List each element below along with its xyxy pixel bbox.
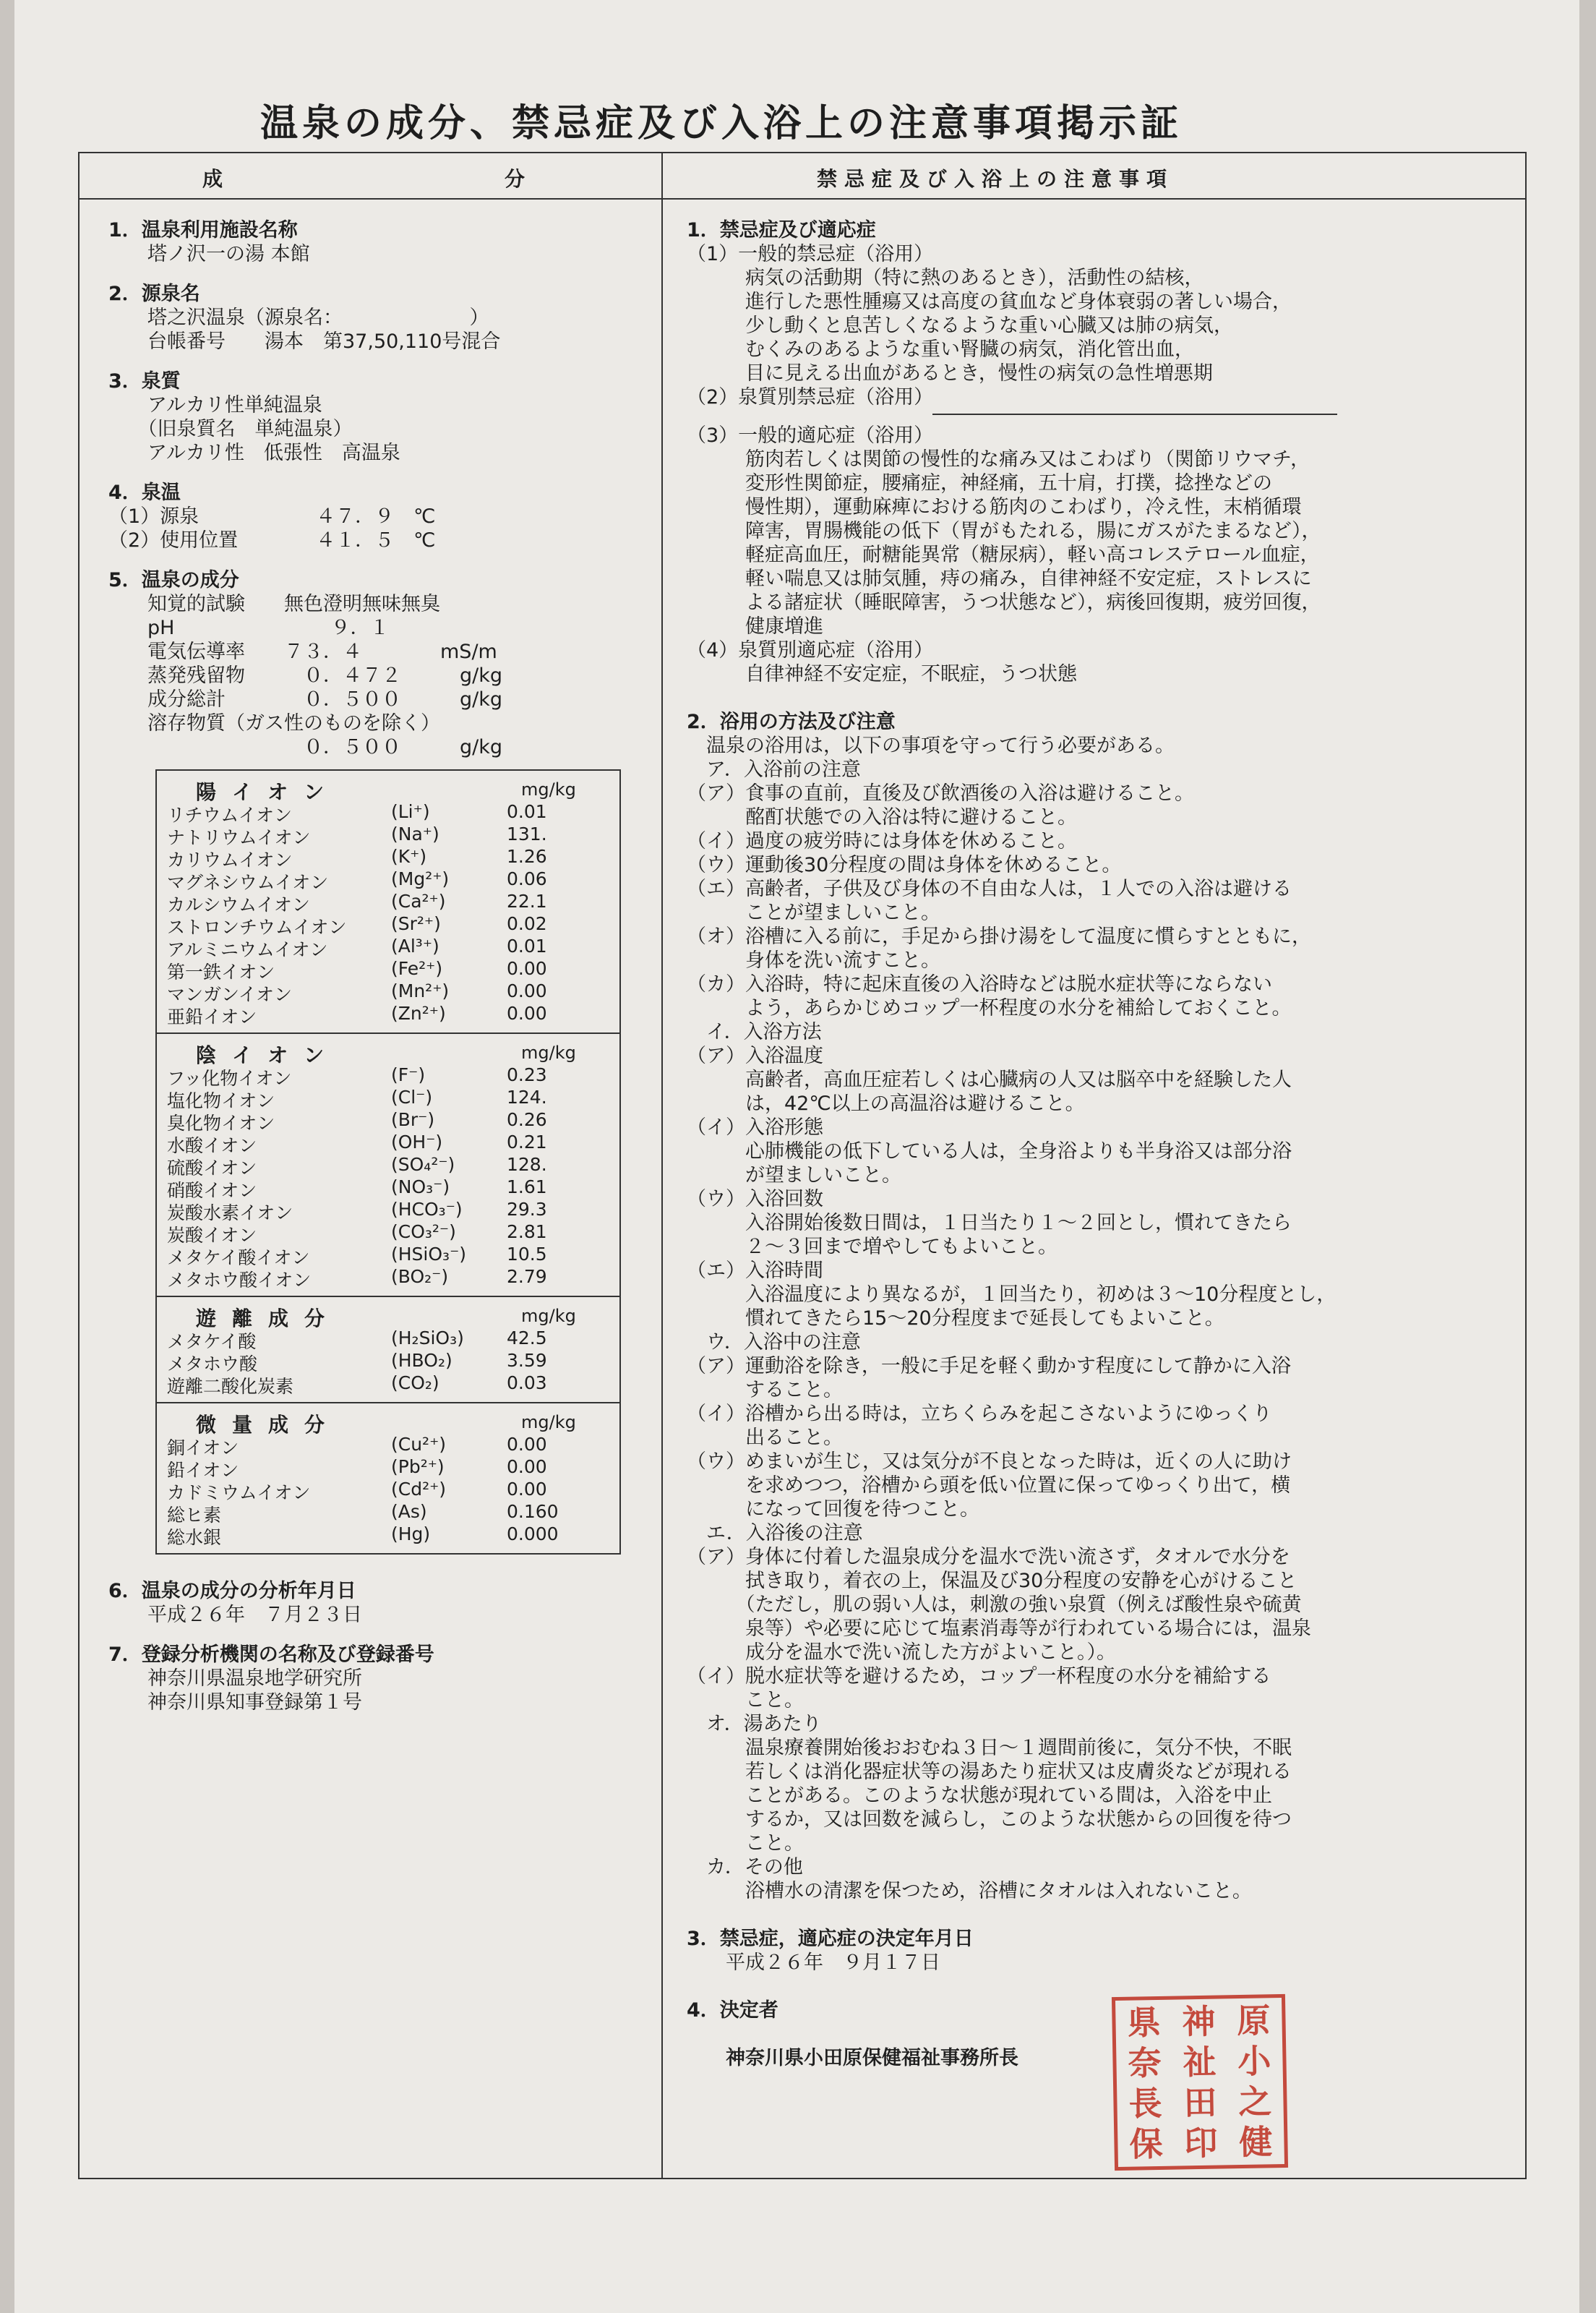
ion-formula: (SO₄²⁻) <box>391 1154 455 1175</box>
precaution-line: （エ）高齢者，子供及び身体の不自由な人は，１人での入浴は避ける <box>687 878 1292 900</box>
ion-row <box>167 1064 609 1087</box>
ion-formula: (K⁺) <box>391 846 427 867</box>
precaution-line: 筋肉若しくは関節の慢性的な痛み又はこわばり（関節リウマチ， <box>687 448 1310 471</box>
seal-char: 保 <box>1129 2124 1164 2164</box>
ion-value: 0.01 <box>507 936 547 957</box>
ion-name: リチウムイオン <box>167 805 293 826</box>
precaution-line: こと。 <box>687 1832 804 1855</box>
ion-value: 0.06 <box>507 868 547 889</box>
precaution-line: 1．禁忌症及び適応症 <box>687 219 876 241</box>
seal-char: 田 <box>1183 2082 1217 2123</box>
precaution-line: （オ）浴槽に入る前に，手足から掛け湯をして温度に慣らすとともに， <box>687 925 1311 948</box>
ion-formula: (Al³⁺) <box>391 936 439 957</box>
ion-name: メタケイ酸 <box>167 1331 257 1352</box>
precaution-line: （イ）浴槽から出る時は，立ちくらみを起こさないようにゆっくり <box>687 1403 1272 1425</box>
lab-heading: 7．登録分析機関の名称及び登録番号 <box>108 1643 434 1666</box>
ledger-number: 台帳番号 湯本 第37,50,110号混合 <box>108 330 501 353</box>
precaution-line: 慢性期），運動麻痺における筋肉のこわばり，冷え性，末梢循環 <box>687 496 1302 518</box>
precaution-line: 平成２６年 ９月１７日 <box>687 1951 940 1974</box>
ion-row <box>167 891 609 913</box>
ion-formula: (H₂SiO₃) <box>391 1327 464 1348</box>
ion-row <box>167 1456 609 1479</box>
ion-formula: (Li⁺) <box>391 801 430 822</box>
ion-row <box>167 1479 609 1501</box>
ion-value: 1.61 <box>507 1176 547 1197</box>
precaution-line: 進行した悪性腫瘍又は高度の貧血など身体衰弱の著しい場合， <box>687 291 1292 313</box>
anion-unit: mg/kg <box>521 1043 576 1063</box>
trace-section <box>157 1403 619 1553</box>
precaution-line: 酩酊状態での入浴は特に避けること。 <box>687 806 1077 829</box>
facility-heading: 1．温泉利用施設名称 <box>108 219 298 241</box>
precaution-line <box>687 1975 1511 1998</box>
precaution-line: （イ）過度の疲労時には身体を休めること。 <box>687 830 1077 852</box>
ion-name: メタホウ酸 <box>167 1354 258 1374</box>
ion-formula: (Mg²⁺) <box>391 868 450 889</box>
precaution-line: オ．湯あたり <box>687 1713 822 1735</box>
seal-char: 県 <box>1127 2002 1162 2043</box>
ion-value: 0.01 <box>507 801 547 822</box>
precaution-line: 成分を温水で洗い流した方がよいこと。）。 <box>687 1641 1116 1664</box>
precaution-line: 拭き取り，着衣の上，保温及び30分程度の安静を心がけること <box>687 1570 1297 1592</box>
ion-table <box>155 769 621 1555</box>
ion-value: 22.1 <box>507 891 547 912</box>
header-components: 成 分 <box>202 167 533 191</box>
official-seal <box>1112 1994 1288 2171</box>
ion-name: ストロンチウムイオン <box>167 917 347 938</box>
seal-char: 祉 <box>1183 2042 1217 2082</box>
precaution-line: 出ること。 <box>687 1427 843 1449</box>
anion-section <box>157 1034 619 1297</box>
analysis-date-heading: 6．温泉の成分の分析年月日 <box>108 1580 356 1602</box>
notice-sheet <box>14 0 1579 2313</box>
free-title: 遊離成分 <box>196 1307 341 1330</box>
page-title: 温泉の成分、禁忌症及び入浴上の注意事項掲示証 <box>260 102 1183 145</box>
ion-value: 2.79 <box>507 1266 547 1287</box>
ion-name: カルシウムイオン <box>167 894 310 915</box>
precaution-line: 変形性関節症，腰痛症，神経痛，五十肩，打撲，捻挫などの <box>687 472 1272 495</box>
precaution-line: よる諸症状（睡眠障害，うつ状態など），病後回復期，疲労回復， <box>687 591 1321 614</box>
ion-value: 128. <box>507 1154 547 1175</box>
precaution-line: が望ましいこと。 <box>687 1164 901 1187</box>
cation-section <box>157 771 619 1034</box>
precaution-line: 慣れてきたら15～20分程度まで延長してもよいこと。 <box>687 1307 1224 1330</box>
conductivity: 電気伝導率 ７３．４ mS/m <box>108 641 497 663</box>
ion-name: 水酸イオン <box>167 1135 257 1156</box>
seal-char: 奈 <box>1128 2043 1162 2083</box>
precaution-line: 泉等）や必要に応じて塩素消毒等が行われている場合には，温泉 <box>687 1617 1311 1640</box>
precaution-line: 2．浴用の方法及び注意 <box>687 711 896 733</box>
ion-formula: (As) <box>391 1501 427 1522</box>
seal-char: 印 <box>1183 2123 1218 2163</box>
precaution-line: （3）一般的適応症（浴用） <box>687 424 934 447</box>
seal-char: 健 <box>1238 2122 1273 2163</box>
precaution-line: 軽い喘息又は肺気腫，痔の痛み，自律神経不安定症，ストレスに <box>687 568 1312 590</box>
ion-formula: (CO₂) <box>391 1372 439 1393</box>
ion-formula: (Na⁺) <box>391 824 439 845</box>
ion-formula: (CO₃²⁻) <box>391 1221 456 1242</box>
precaution-line <box>687 1903 1511 1927</box>
sensory-test: 知覚的試験 無色澄明無味無臭 <box>108 593 440 615</box>
ion-value: 0.23 <box>507 1064 547 1085</box>
anion-title: 陰イオン <box>196 1043 340 1067</box>
precaution-line: よう，あらかじめコップ一杯程度の水分を補給しておくこと。 <box>687 997 1292 1019</box>
ion-row <box>167 1327 609 1350</box>
precaution-line: （エ）入浴時間 <box>687 1260 823 1282</box>
precaution-line: （カ）入浴時，特に起床直後の入浴時などは脱水症状等にならない <box>687 973 1272 996</box>
ion-value: 0.21 <box>507 1132 547 1153</box>
facility-name: 塔ノ沢一の湯 本館 <box>108 243 310 265</box>
ion-formula: (Ca²⁺) <box>391 891 446 912</box>
ion-formula: (HCO₃⁻) <box>391 1199 463 1220</box>
ion-value: 0.00 <box>507 1456 547 1477</box>
ion-formula: (Br⁻) <box>391 1109 435 1130</box>
precaution-line: ことが望ましいこと。 <box>687 902 940 924</box>
ion-formula: (Cd²⁺) <box>391 1479 447 1500</box>
spring-type: アルカリ性単純温泉 <box>108 394 322 416</box>
precaution-line: 入浴開始後数日間は，１日当たり１～２回とし，慣れてきたら <box>687 1212 1292 1234</box>
cation-title: 陽イオン <box>196 780 340 804</box>
precaution-line: （ただし，肌の弱い人は，刺激の強い泉質（例えば酸性泉や硫黄 <box>687 1594 1302 1616</box>
ion-value: 0.00 <box>507 1003 547 1024</box>
ion-name: メタケイ酸イオン <box>167 1247 310 1268</box>
old-spring-type: （旧泉質名 単純温泉） <box>108 418 353 440</box>
precaution-line <box>687 2022 1511 2046</box>
free-unit: mg/kg <box>521 1306 576 1326</box>
ion-value: 10.5 <box>507 1244 547 1265</box>
ion-formula: (NO₃⁻) <box>391 1176 450 1197</box>
ion-name: 塩化物イオン <box>167 1090 275 1111</box>
ion-value: 131. <box>507 824 547 845</box>
ion-value: 1.26 <box>507 846 547 867</box>
precaution-line: （イ）入浴形態 <box>687 1116 823 1139</box>
ion-row <box>167 980 609 1003</box>
precaution-line: カ．その他 <box>687 1856 803 1878</box>
ion-formula: (Cu²⁺) <box>391 1434 447 1455</box>
temperature-heading: 4．泉温 <box>108 482 181 504</box>
trace-unit: mg/kg <box>521 1412 576 1432</box>
precaution-line: になって回復を待つこと。 <box>687 1498 979 1521</box>
column-divider <box>661 153 663 2178</box>
ion-value: 0.02 <box>507 913 547 934</box>
source-name: 塔之沢温泉（源泉名： ） <box>108 307 489 329</box>
ion-formula: (Hg) <box>391 1523 431 1544</box>
ion-value: 124. <box>507 1087 547 1108</box>
ion-formula: (BO₂⁻) <box>391 1266 449 1287</box>
ion-name: マグネシウムイオン <box>167 872 329 893</box>
precaution-line: 温泉療養開始後おおむね３日～１週間前後に，気分不快，不眠 <box>687 1737 1292 1759</box>
ion-formula: (F⁻) <box>391 1064 426 1085</box>
precaution-line: 高齢者，高血圧症若しくは心臓病の人又は脳卒中を経験した人 <box>687 1069 1292 1091</box>
ion-name: 亜鉛イオン <box>167 1006 257 1027</box>
ion-row <box>167 1266 609 1291</box>
ion-row <box>167 1501 609 1526</box>
ion-value: 42.5 <box>507 1327 547 1348</box>
precaution-line: （ア）身体に付着した温泉成分を温水で洗い流さず，タオルで水分を <box>687 1546 1290 1568</box>
precaution-line: 3．禁忌症，適応症の決定年月日 <box>687 1928 974 1950</box>
seal-char: 原 <box>1236 2001 1271 2041</box>
ion-row <box>167 1372 609 1395</box>
ion-value: 0.00 <box>507 1479 547 1500</box>
ion-name: ナトリウムイオン <box>167 827 311 848</box>
precaution-line: 少し動くと息苦しくなるような重い心臓又は肺の病気， <box>687 315 1233 337</box>
precaution-line: （ウ）運動後30分程度の間は身体を休めること。 <box>687 854 1122 876</box>
section-rule <box>932 414 1337 415</box>
precaution-line: 自律神経不安定症，不眠症，うつ状態 <box>687 663 1077 685</box>
ion-name: 遊離二酸化炭素 <box>167 1376 294 1397</box>
precaution-line: ウ．入浴中の注意 <box>687 1331 861 1354</box>
evaporation-residue: 蒸発残留物 ０．４７２ g/kg <box>108 664 503 687</box>
ion-name: 炭酸水素イオン <box>167 1202 293 1223</box>
ion-formula: (Zn²⁺) <box>391 1003 446 1024</box>
ion-value: 0.00 <box>507 1434 547 1455</box>
ion-row <box>167 1523 609 1546</box>
ion-row <box>167 1003 609 1025</box>
precaution-line: こと。 <box>687 1689 804 1711</box>
ion-value: 0.00 <box>507 980 547 1001</box>
precaution-line: 温泉の浴用は，以下の事項を守って行う必要がある。 <box>687 735 1175 757</box>
ion-formula: (Cl⁻) <box>391 1087 433 1108</box>
ion-name: カドミウムイオン <box>167 1482 311 1503</box>
precaution-line: 目に見える出血があるとき，慢性の病気の急性増悪期 <box>687 362 1213 385</box>
ion-row <box>167 1199 609 1221</box>
header-precautions: 禁忌症及び入浴上の注意事項 <box>817 167 1175 191</box>
ion-row <box>167 1434 609 1456</box>
precaution-line: （ア）食事の直前，直後及び飲酒後の入浴は避けること。 <box>687 782 1194 805</box>
precaution-line: 4．決定者 <box>687 1999 778 2022</box>
precaution-line: すること。 <box>687 1379 843 1401</box>
ion-value: 0.000 <box>507 1523 559 1544</box>
precaution-line: 浴槽水の清潔を保つため，浴槽にタオルは入れないこと。 <box>687 1880 1252 1902</box>
ion-row <box>167 1087 609 1109</box>
components-heading: 5．温泉の成分 <box>108 569 239 591</box>
ion-name: 硫酸イオン <box>167 1158 257 1179</box>
ion-formula: (Mn²⁺) <box>391 980 450 1001</box>
ion-value: 0.03 <box>507 1372 547 1393</box>
ion-row <box>167 1244 609 1266</box>
precaution-line: 障害，胃腸機能の低下（胃がもたれる，腸にガスがたまるなど）， <box>687 520 1321 542</box>
seal-char: 之 <box>1237 2082 1272 2122</box>
ion-formula: (Fe²⁺) <box>391 958 443 979</box>
precaution-line: （1）一般的禁忌症（浴用） <box>687 243 934 265</box>
precaution-line: は，42℃以上の高温浴は避けること。 <box>687 1093 1085 1115</box>
ph-value: pH ９．１ <box>108 617 390 639</box>
precaution-line: ア．入浴前の注意 <box>687 758 861 781</box>
ion-row <box>167 958 609 983</box>
ion-row <box>167 801 609 824</box>
spring-class: アルカリ性 低張性 高温泉 <box>108 442 400 464</box>
table-header-row <box>80 153 1525 200</box>
ion-name: 銅イオン <box>167 1437 239 1458</box>
free-section <box>157 1297 619 1403</box>
cation-unit: mg/kg <box>521 779 576 800</box>
precaution-line: イ．入浴方法 <box>687 1021 822 1043</box>
ion-name: マンガンイオン <box>167 984 293 1005</box>
ion-row <box>167 1176 609 1199</box>
precaution-line: 心肺機能の低下している人は，全身浴よりも半身浴又は部分浴 <box>687 1140 1292 1163</box>
precaution-line: （ウ）入浴回数 <box>687 1188 823 1210</box>
seal-char: 小 <box>1237 2041 1271 2082</box>
precaution-line: （ア）運動浴を除き，一般に手足を軽く動かす程度にして静かに入浴 <box>687 1355 1291 1377</box>
ion-row <box>167 1132 609 1154</box>
ion-value: 2.81 <box>507 1221 547 1242</box>
total-components: 成分総計 ０．５００ g/kg <box>108 688 503 711</box>
source-heading: 2．源泉名 <box>108 283 200 305</box>
ion-value: 0.00 <box>507 958 547 979</box>
precaution-line: するか，又は回数を減らし，このような状態からの回復を待つ <box>687 1808 1292 1831</box>
dissolved-matter-label: 溶存物質（ガス性のものを除く） <box>108 712 440 735</box>
ion-name: フッ化物イオン <box>167 1068 292 1089</box>
ion-value: 29.3 <box>507 1199 547 1220</box>
precaution-line: （イ）脱水症状等を避けるため，コップ一杯程度の水分を補給する <box>687 1665 1271 1688</box>
precaution-line: 若しくは消化器症状等の湯あたり症状又は皮膚炎などが現れる <box>687 1761 1292 1783</box>
precaution-line: （ア）入浴温度 <box>687 1045 823 1067</box>
seal-char: 長 <box>1128 2083 1163 2124</box>
precaution-line: エ．入浴後の注意 <box>687 1522 863 1544</box>
analysis-date: 平成２６年 ７月２３日 <box>108 1604 362 1626</box>
precaution-line: 軽症高血圧，耐糖能異常（糖尿病），軽い高コレステロール血症， <box>687 544 1320 566</box>
ion-name: カリウムイオン <box>167 850 293 871</box>
use-temperature: （2）使用位置 ４１．５ ℃ <box>108 529 436 552</box>
trace-title: 微量成分 <box>196 1413 341 1437</box>
ion-name: 総ヒ素 <box>167 1505 222 1526</box>
ion-row <box>167 1154 609 1179</box>
precaution-line: 神奈川県小田原保健福祉事務所長 <box>687 2047 1018 2069</box>
ion-value: 0.26 <box>507 1109 547 1130</box>
precaution-line: 入浴温度により異なるが，１回当たり，初めは３～10分程度とし， <box>687 1283 1337 1306</box>
ion-name: 硝酸イオン <box>167 1180 257 1201</box>
ion-formula: (OH⁻) <box>391 1132 443 1153</box>
ion-name: 鉛イオン <box>167 1460 239 1481</box>
precaution-line: むくみのあるような重い腎臓の病気，消化管出血， <box>687 338 1194 361</box>
precaution-line: ことがある。このような状態が現れている間は，入浴を中止 <box>687 1784 1272 1807</box>
precaution-line: 身体を洗い流すこと。 <box>687 949 940 972</box>
main-table <box>78 152 1527 2179</box>
precaution-line <box>687 686 1511 710</box>
precaution-line: ２～３回まで増やしてもよいこと。 <box>687 1236 1057 1258</box>
ion-value: 3.59 <box>507 1350 547 1371</box>
ion-name: 総水銀 <box>167 1527 222 1548</box>
ion-row <box>167 1109 609 1132</box>
ion-formula: (Pb²⁺) <box>391 1456 445 1477</box>
dissolved-matter-value: ０．５００ g/kg <box>108 736 503 758</box>
spring-type-heading: 3．泉質 <box>108 370 181 393</box>
ion-row <box>167 824 609 846</box>
precaution-line: 病気の活動期（特に熱のあるとき），活動性の結核， <box>687 267 1204 289</box>
ion-row <box>167 913 609 936</box>
ion-name: 臭化物イオン <box>167 1113 275 1134</box>
precaution-line: （4）泉質別適応症（浴用） <box>687 639 934 662</box>
precaution-line: （2）泉質別禁忌症（浴用） <box>687 386 934 409</box>
components-column <box>108 218 643 1714</box>
precaution-line: を求めつつ，浴槽から頭を低い位置に保ってゆっくり出て，横 <box>687 1474 1291 1497</box>
precaution-line: （ウ）めまいが生じ，又は気分が不良となった時は，近くの人に助け <box>687 1450 1292 1473</box>
ion-row <box>167 936 609 958</box>
lab-registration: 神奈川県知事登録第１号 <box>108 1691 362 1714</box>
lab-name: 神奈川県温泉地学研究所 <box>108 1667 362 1690</box>
ion-value: 0.160 <box>507 1501 559 1522</box>
ion-name: アルミニウムイオン <box>167 939 328 960</box>
seal-char: 神 <box>1182 2001 1216 2042</box>
ion-formula: (HSiO₃⁻) <box>391 1244 467 1265</box>
ion-name: 炭酸イオン <box>167 1225 257 1246</box>
ion-row <box>167 868 609 891</box>
ion-row <box>167 846 609 871</box>
precaution-line: 健康増進 <box>687 615 823 638</box>
source-temperature: （1）源泉 ４７．９ ℃ <box>108 505 436 528</box>
ion-name: 第一鉄イオン <box>167 962 275 983</box>
ion-name: メタホウ酸イオン <box>167 1270 312 1291</box>
precautions-column <box>687 218 1511 2070</box>
ion-row <box>167 1221 609 1244</box>
ion-formula: (HBO₂) <box>391 1350 452 1371</box>
ion-row <box>167 1350 609 1372</box>
ion-formula: (Sr²⁺) <box>391 913 441 934</box>
